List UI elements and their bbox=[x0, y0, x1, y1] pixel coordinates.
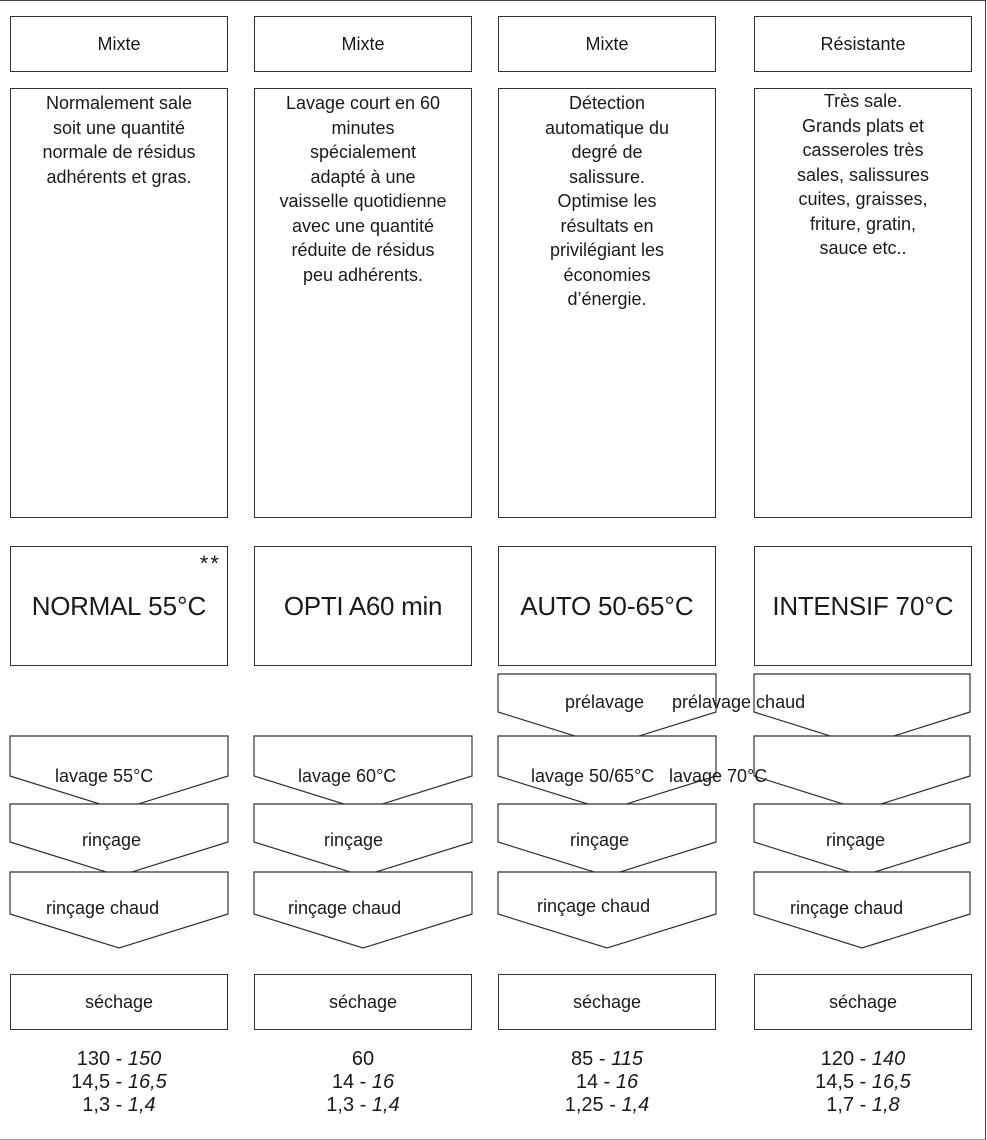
step-label-dry: séchage bbox=[84, 991, 154, 1012]
description-line: Grands plats et bbox=[801, 115, 925, 136]
description-line: sales, salissures bbox=[796, 164, 930, 185]
description-line: vaisselle quotidienne bbox=[279, 191, 447, 211]
drying-cell-4 bbox=[754, 974, 972, 1030]
description-line: minutes bbox=[331, 117, 395, 138]
step-label-dry: séchage bbox=[572, 991, 642, 1012]
description-line: peu adhérents. bbox=[302, 264, 424, 285]
stat-line: 14 - 16 bbox=[331, 1071, 395, 1093]
stat-line: 1,25 - 1,4 bbox=[564, 1094, 650, 1116]
drying-cell-1 bbox=[10, 974, 228, 1030]
stats-cell-1 bbox=[10, 1048, 228, 1117]
program-temp: 70°C bbox=[895, 590, 954, 621]
description-line: friture, gratin, bbox=[809, 213, 917, 234]
stat-line: 130 - 150 bbox=[76, 1048, 162, 1070]
category-label: Mixte bbox=[97, 33, 141, 54]
description-line: Normalement sale bbox=[45, 93, 193, 113]
program-name: OPTI A60 min bbox=[283, 590, 443, 621]
step-label-hot-rinse: rinçage chaud bbox=[288, 898, 402, 918]
description-line: privilégiant les bbox=[549, 240, 665, 260]
description-line: adapté à une bbox=[310, 166, 416, 187]
description-line: d’énergie. bbox=[567, 289, 647, 309]
description-line: automatique du bbox=[544, 117, 670, 138]
description-line: Détection bbox=[568, 93, 646, 113]
program-name: AUTO bbox=[520, 590, 591, 621]
stat-line: 14,5 - 16,5 bbox=[71, 1071, 167, 1093]
step-label-prewash: prélavage bbox=[565, 692, 645, 712]
description-line: cuites, graisses, bbox=[798, 189, 928, 209]
step-label-wash: lavage 50/65°C bbox=[531, 766, 655, 786]
stat-line: 85 - 115 bbox=[571, 1048, 643, 1070]
drying-cell-3 bbox=[498, 974, 716, 1030]
stat-line: 14,5 - 16,5 bbox=[815, 1071, 911, 1093]
stats-cell-4 bbox=[754, 1048, 972, 1117]
description-line: Lavage court en 60 bbox=[285, 93, 441, 113]
step-label-rinse: rinçage bbox=[826, 830, 886, 850]
description-line: Très sale. bbox=[823, 91, 903, 111]
step-label-rinse: rinçage bbox=[82, 830, 142, 850]
step-label-dry: séchage bbox=[828, 991, 898, 1012]
step-label-dry: séchage bbox=[328, 991, 398, 1012]
step-label-wash: lavage 60°C bbox=[298, 766, 397, 786]
description-line: résultats en bbox=[560, 215, 654, 236]
description-line: sauce etc.. bbox=[819, 238, 907, 258]
step-label-prewash-hot: prélavage chaud bbox=[672, 692, 806, 712]
step-label-hot-rinse: rinçage chaud bbox=[790, 898, 904, 918]
description-line: salissure. bbox=[568, 166, 646, 187]
stat-line: 1,3 - 1,4 bbox=[82, 1094, 156, 1116]
step-label-rinse: rinçage bbox=[324, 830, 384, 850]
description-line: casseroles très bbox=[802, 140, 924, 160]
description-line: adhérents et gras. bbox=[46, 166, 192, 187]
step-label-wash: lavage 55°C bbox=[55, 766, 154, 786]
program-name: NORMAL bbox=[31, 590, 142, 621]
description-line: normale de résidus bbox=[42, 142, 196, 162]
stat-line: 120 - 140 bbox=[820, 1048, 906, 1070]
stat-line: 1,7 - 1,8 bbox=[826, 1094, 900, 1116]
description-line: degré de bbox=[571, 142, 643, 162]
description-line: économies bbox=[563, 264, 651, 285]
drying-cell-2 bbox=[254, 974, 472, 1030]
step-label-hot-rinse: rinçage chaud bbox=[537, 896, 651, 916]
program-name: INTENSIF bbox=[772, 590, 889, 621]
stats-cell-3 bbox=[498, 1048, 716, 1117]
stat-line: 1,3 - 1,4 bbox=[326, 1094, 400, 1116]
program-temp: 55°C bbox=[148, 590, 207, 621]
step-shape-wash-4 bbox=[754, 736, 970, 810]
stat-line: 14 - 16 bbox=[575, 1071, 639, 1093]
description-line: Optimise les bbox=[557, 191, 657, 211]
step-label-hot-rinse: rinçage chaud bbox=[46, 898, 160, 918]
step-label-wash: lavage 70°C bbox=[669, 766, 768, 786]
program-mark: ** bbox=[199, 551, 221, 576]
stats-cell-2 bbox=[254, 1048, 472, 1117]
category-label: Mixte bbox=[585, 33, 629, 54]
description-line: réduite de résidus bbox=[291, 240, 435, 260]
description-line: avec une quantité bbox=[291, 215, 435, 236]
description-line: soit une quantité bbox=[52, 117, 186, 138]
category-label: Résistante bbox=[820, 33, 906, 54]
category-label: Mixte bbox=[341, 33, 385, 54]
stat-line: 60 bbox=[351, 1048, 375, 1070]
description-line: spécialement bbox=[309, 142, 417, 162]
program-temp: 50-65°C bbox=[597, 590, 694, 621]
step-label-rinse: rinçage bbox=[570, 830, 630, 850]
